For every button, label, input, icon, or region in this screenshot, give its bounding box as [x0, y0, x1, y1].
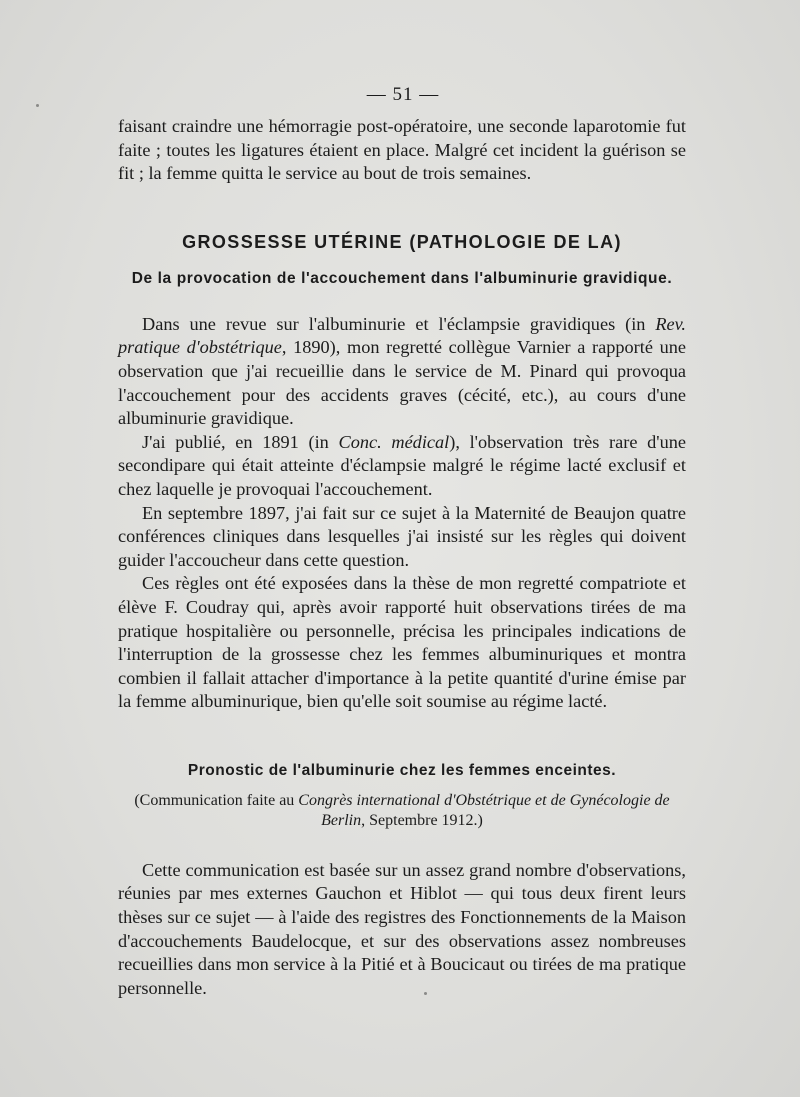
subsection-1-paragraph-4: Ces règles ont été exposées dans la thèse de mon regretté compatriote et élève F. Coudray qui, après avoir rapporté huit observations tirées de ma pratique hospitalière ou personnelle, précisa les principales indications de l'interruption de la grossesse chez les femmes albuminuriques et montra combien il fallait attacher d'importance à la petite quantité d'urine émise par la femme albuminurique, bien qu'elle soit soumise au régime lacté.: [118, 573, 686, 712]
subsection-1-paragraph-2: J'ai publié, en 1891 (in Conc. médical), l'observation très rare d'une secondipare qui était atteinte d'éclampsie malgré le régime lacté exclusif et chez laquelle je provoquai l'accouchement.: [118, 431, 686, 499]
page-content: [118, 115, 686, 1000]
subsection-1-paragraph-3: En septembre 1897, j'ai fait sur ce sujet à la Maternité de Beaujon quatre conférences cliniques dans lesquelles j'ai insisté sur les règles qui doivent guider l'accoucheur dans cette question.: [118, 502, 686, 570]
page-number: — 51 —: [366, 84, 440, 105]
journal-title: Rev. pratique d'obstétrique: [118, 313, 686, 358]
subsection-2-title: Pronostic de l'albuminurie chez les femmes enceintes.: [187, 761, 617, 779]
journal-title: Conc. médical: [338, 431, 450, 452]
opening-paragraph: faisant craindre une hémorragie post-opératoire, une seconde laparotomie fut faite ; toutes les ligatures étaient en place. Malgré cet incident la guérison se fit ; la femme quitta le service au bout de trois semaines.: [118, 116, 686, 184]
subsection-1-title: De la provocation de l'accouchement dans l'albuminurie gravidique.: [131, 269, 673, 287]
paper-speck: [424, 992, 427, 995]
section-title: GROSSESSE UTÉRINE (PATHOLOGIE DE LA): [182, 231, 622, 252]
subsection-1-paragraph-1: Dans une revue sur l'albuminurie et l'éclampsie gravidiques (in Rev. pratique d'obstétrique, 1890), mon regretté collègue Varnier a rapporté une observation que j'ai recueillie dans le service de M. Pinard qui provoqua l'accouchement pour des accidents graves (cécité, etc.), au cours d'une albuminurie gravidique.: [118, 313, 686, 429]
communication-note: (Communication faite au Congrès international d'Obstétrique et de Gynécologie de Berlin, Septembre 1912.): [134, 791, 670, 829]
subsection-2-paragraph-1: Cette communication est basée sur un assez grand nombre d'observations, réunies par mes externes Gauchon et Hiblot — qui tous deux firent leurs thèses sur ce sujet — à l'aide des registres des Fonctionnements de la Maison d'accouchements Baudelocque, et sur des observations assez nombreuses recueillies dans mon service à la Pitié et à Boucicaut ou tirées de ma pratique personnelle.: [118, 859, 686, 998]
paper-speck: [36, 104, 39, 107]
congress-name: Congrès international d'Obstétrique et de Gynécologie de Berlin: [298, 791, 670, 829]
